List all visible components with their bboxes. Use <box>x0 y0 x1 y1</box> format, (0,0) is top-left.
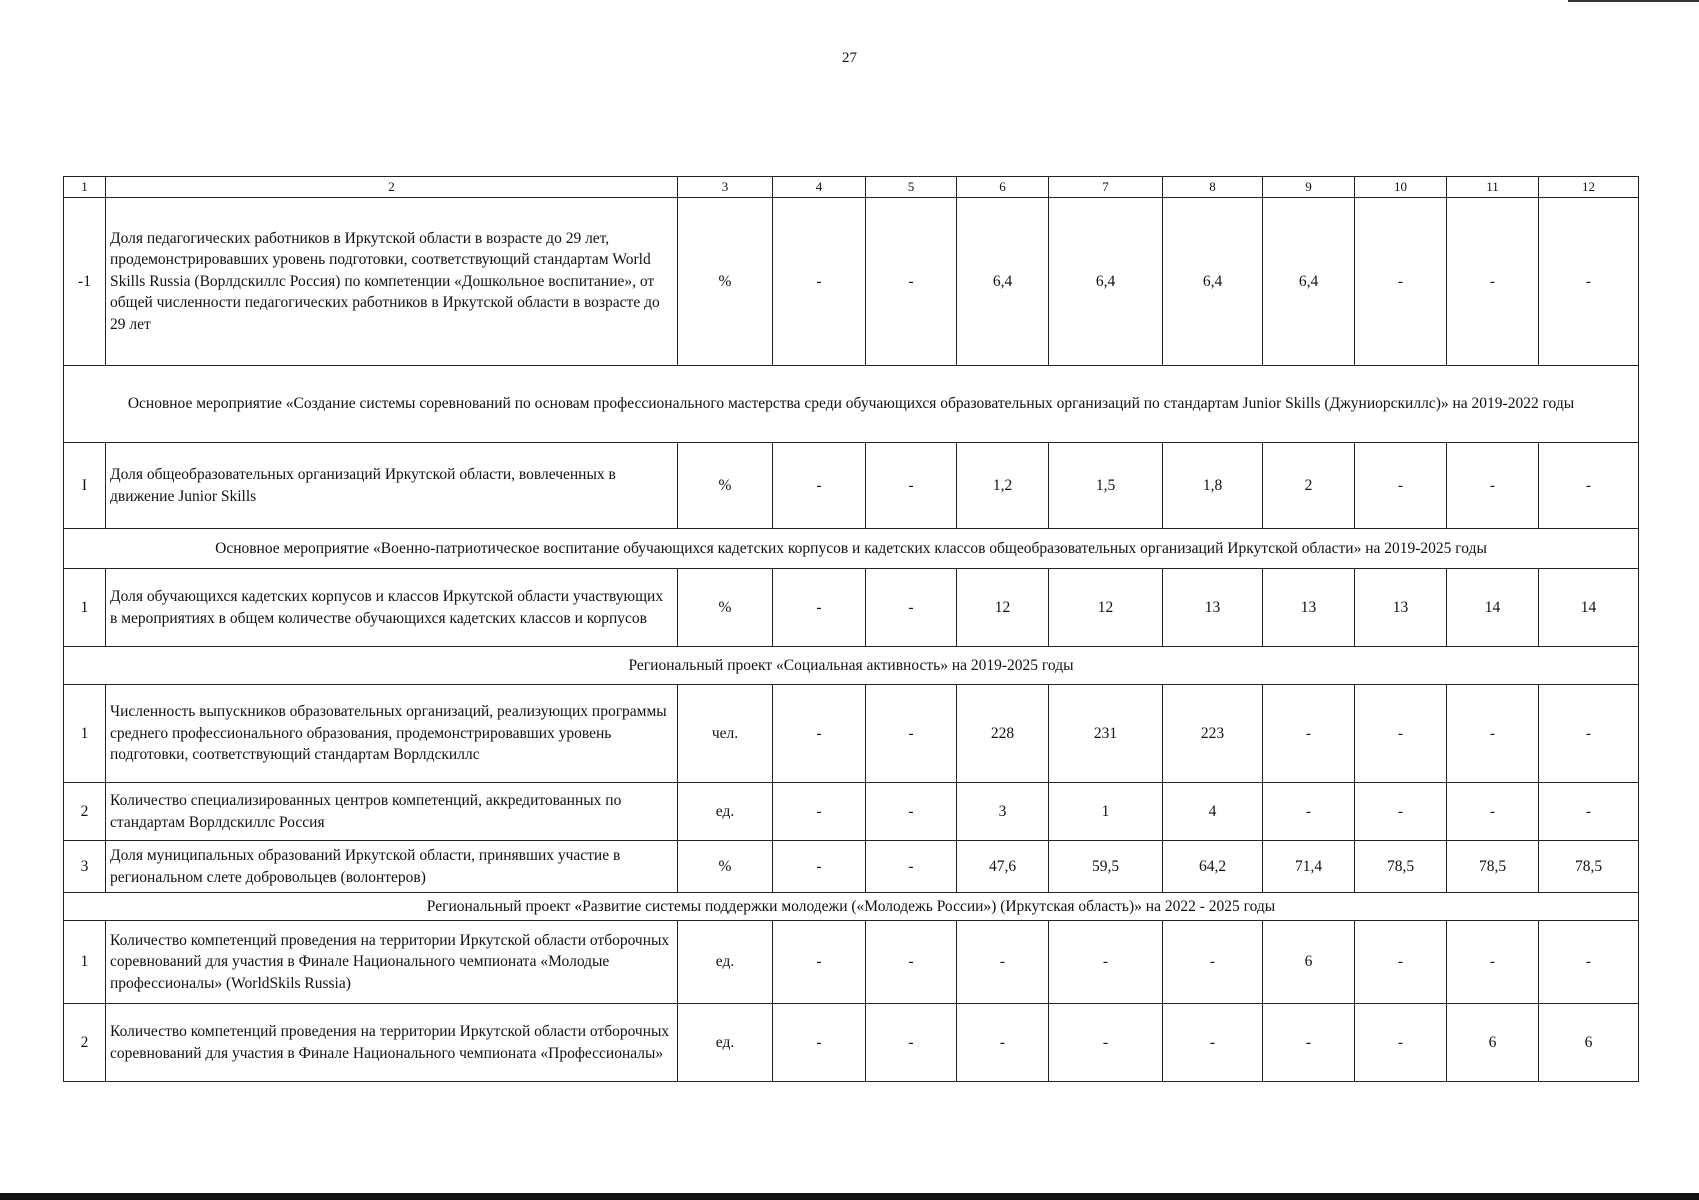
value-cell: 13 <box>1163 569 1263 647</box>
value-cell: - <box>773 921 866 1004</box>
unit-cell: % <box>678 198 773 366</box>
column-number: 12 <box>1539 177 1639 198</box>
section-row <box>64 647 1639 685</box>
value-cell: 6,4 <box>1263 198 1355 366</box>
value-cell: 6,4 <box>1163 198 1263 366</box>
value-cell: 3 <box>957 783 1049 841</box>
value-cell: 12 <box>1049 569 1163 647</box>
value-cell: - <box>1447 443 1539 529</box>
value-cell: 78,5 <box>1447 841 1539 893</box>
value-cell: 78,5 <box>1355 841 1447 893</box>
value-cell: 14 <box>1447 569 1539 647</box>
value-cell: - <box>773 685 866 783</box>
column-number: 1 <box>64 177 106 198</box>
value-cell: - <box>1355 921 1447 1004</box>
value-cell: - <box>1049 921 1163 1004</box>
value-cell: - <box>1355 443 1447 529</box>
value-cell: 6 <box>1539 1004 1639 1082</box>
value-cell: - <box>1355 198 1447 366</box>
value-cell: - <box>773 198 866 366</box>
value-cell: 1,8 <box>1163 443 1263 529</box>
value-cell: - <box>866 1004 957 1082</box>
value-cell: - <box>1355 685 1447 783</box>
value-cell: - <box>773 841 866 893</box>
section-title: Основное мероприятие «Создание системы соревнований по основам профессионального мастерства среди обучающихся образовательных организаций по стандартам Junior Skills (Джуниорскиллс)» на 2019-2022 годы <box>64 366 1639 443</box>
value-cell: - <box>773 443 866 529</box>
value-cell: 1,5 <box>1049 443 1163 529</box>
section-row <box>64 893 1639 921</box>
indicator-description: Количество компетенций проведения на территории Иркутской области отборочных соревнований для участия в Финале Национального чемпионата «Профессионалы» <box>106 1004 678 1082</box>
value-cell: - <box>1263 685 1355 783</box>
row-number: 1 <box>64 569 106 647</box>
bottom-scan-border <box>0 1193 1699 1200</box>
indicator-row <box>64 783 1639 841</box>
value-cell: 2 <box>1263 443 1355 529</box>
value-cell: - <box>866 443 957 529</box>
section-title: Региональный проект «Развитие системы поддержки молодежи («Молодежь России») (Иркутская область)» на 2022 - 2025 годы <box>64 893 1639 921</box>
unit-cell: ед. <box>678 1004 773 1082</box>
value-cell: - <box>866 569 957 647</box>
unit-cell: ед. <box>678 783 773 841</box>
unit-cell: ед. <box>678 921 773 1004</box>
indicator-row <box>64 1004 1639 1082</box>
value-cell: - <box>1539 783 1639 841</box>
column-number: 4 <box>773 177 866 198</box>
value-cell: 78,5 <box>1539 841 1639 893</box>
indicator-description: Доля педагогических работников в Иркутской области в возрасте до 29 лет, продемонстрировавших уровень подготовки, соответствующий стандартам World Skills Russia (Ворлдскиллс Россия) по компетенции «Дошкольное воспитание», от общей численности педагогических работников в Иркутской области в возрасте до 29 лет <box>106 198 678 366</box>
value-cell: - <box>1447 921 1539 1004</box>
row-number: 3 <box>64 841 106 893</box>
top-edge-line <box>1568 0 1699 2</box>
indicator-row <box>64 921 1639 1004</box>
indicator-row <box>64 443 1639 529</box>
value-cell: - <box>1163 1004 1263 1082</box>
value-cell: 4 <box>1163 783 1263 841</box>
value-cell: 6,4 <box>957 198 1049 366</box>
column-number: 8 <box>1163 177 1263 198</box>
value-cell: - <box>1263 783 1355 841</box>
section-title: Основное мероприятие «Военно-патриотическое воспитание обучающихся кадетских корпусов и кадетских классов общеобразовательных организаций Иркутской области» на 2019-2025 годы <box>64 529 1639 569</box>
value-cell: 6 <box>1263 921 1355 1004</box>
value-cell: 13 <box>1263 569 1355 647</box>
column-number: 2 <box>106 177 678 198</box>
page-number: 27 <box>842 50 857 66</box>
indicator-description: Численность выпускников образовательных организаций, реализующих программы среднего профессионального образования, продемонстрировавших уровень подготовки, соответствующий стандартам Ворлдскиллс <box>106 685 678 783</box>
value-cell: 231 <box>1049 685 1163 783</box>
value-cell: - <box>1355 1004 1447 1082</box>
unit-cell: % <box>678 841 773 893</box>
value-cell: - <box>866 783 957 841</box>
value-cell: - <box>1447 783 1539 841</box>
value-cell: 13 <box>1355 569 1447 647</box>
value-cell: 1,2 <box>957 443 1049 529</box>
value-cell: - <box>866 685 957 783</box>
column-number: 5 <box>866 177 957 198</box>
value-cell: 228 <box>957 685 1049 783</box>
value-cell: 71,4 <box>1263 841 1355 893</box>
row-number: 2 <box>64 783 106 841</box>
value-cell: - <box>957 921 1049 1004</box>
section-row <box>64 366 1639 443</box>
column-header-row <box>64 177 1639 198</box>
unit-cell: % <box>678 569 773 647</box>
value-cell: - <box>1355 783 1447 841</box>
row-number: -1 <box>64 198 106 366</box>
indicator-description: Доля общеобразовательных организаций Иркутской области, вовлеченных в движение Junior Skills <box>106 443 678 529</box>
value-cell: - <box>1163 921 1263 1004</box>
value-cell: - <box>866 841 957 893</box>
section-row <box>64 529 1639 569</box>
value-cell: - <box>773 783 866 841</box>
value-cell: 6,4 <box>1049 198 1163 366</box>
value-cell: 1 <box>1049 783 1163 841</box>
value-cell: - <box>1539 685 1639 783</box>
value-cell: - <box>1539 921 1639 1004</box>
value-cell: - <box>1049 1004 1163 1082</box>
indicator-row <box>64 198 1639 366</box>
value-cell: - <box>1263 1004 1355 1082</box>
value-cell: 59,5 <box>1049 841 1163 893</box>
indicator-description: Доля муниципальных образований Иркутской области, принявших участие в региональном слете добровольцев (волонтеров) <box>106 841 678 893</box>
value-cell: 223 <box>1163 685 1263 783</box>
indicator-description: Количество специализированных центров компетенций, аккредитованных по стандартам Ворлдскиллс Россия <box>106 783 678 841</box>
indicator-description: Доля обучающихся кадетских корпусов и классов Иркутской области участвующих в мероприятиях в общем количестве обучающихся кадетских классов и корпусов <box>106 569 678 647</box>
column-number: 7 <box>1049 177 1163 198</box>
value-cell: - <box>957 1004 1049 1082</box>
unit-cell: % <box>678 443 773 529</box>
value-cell: - <box>1447 685 1539 783</box>
row-number: 1 <box>64 921 106 1004</box>
indicator-description: Количество компетенций проведения на территории Иркутской области отборочных соревнований для участия в Финале Национального чемпионата «Молодые профессионалы» (WorldSkils Russia) <box>106 921 678 1004</box>
row-number: I <box>64 443 106 529</box>
indicators-table <box>63 176 1639 1082</box>
value-cell: 64,2 <box>1163 841 1263 893</box>
column-number: 11 <box>1447 177 1539 198</box>
row-number: 2 <box>64 1004 106 1082</box>
row-number: 1 <box>64 685 106 783</box>
value-cell: - <box>866 198 957 366</box>
section-title: Региональный проект «Социальная активность» на 2019-2025 годы <box>64 647 1639 685</box>
column-number: 9 <box>1263 177 1355 198</box>
value-cell: 6 <box>1447 1004 1539 1082</box>
value-cell: 47,6 <box>957 841 1049 893</box>
indicator-row <box>64 685 1639 783</box>
value-cell: - <box>1539 198 1639 366</box>
value-cell: 14 <box>1539 569 1639 647</box>
value-cell: - <box>1447 198 1539 366</box>
column-number: 10 <box>1355 177 1447 198</box>
column-number: 3 <box>678 177 773 198</box>
value-cell: 12 <box>957 569 1049 647</box>
indicator-row <box>64 841 1639 893</box>
indicator-row <box>64 569 1639 647</box>
unit-cell: чел. <box>678 685 773 783</box>
value-cell: - <box>773 1004 866 1082</box>
value-cell: - <box>773 569 866 647</box>
value-cell: - <box>1539 443 1639 529</box>
value-cell: - <box>866 921 957 1004</box>
column-number: 6 <box>957 177 1049 198</box>
